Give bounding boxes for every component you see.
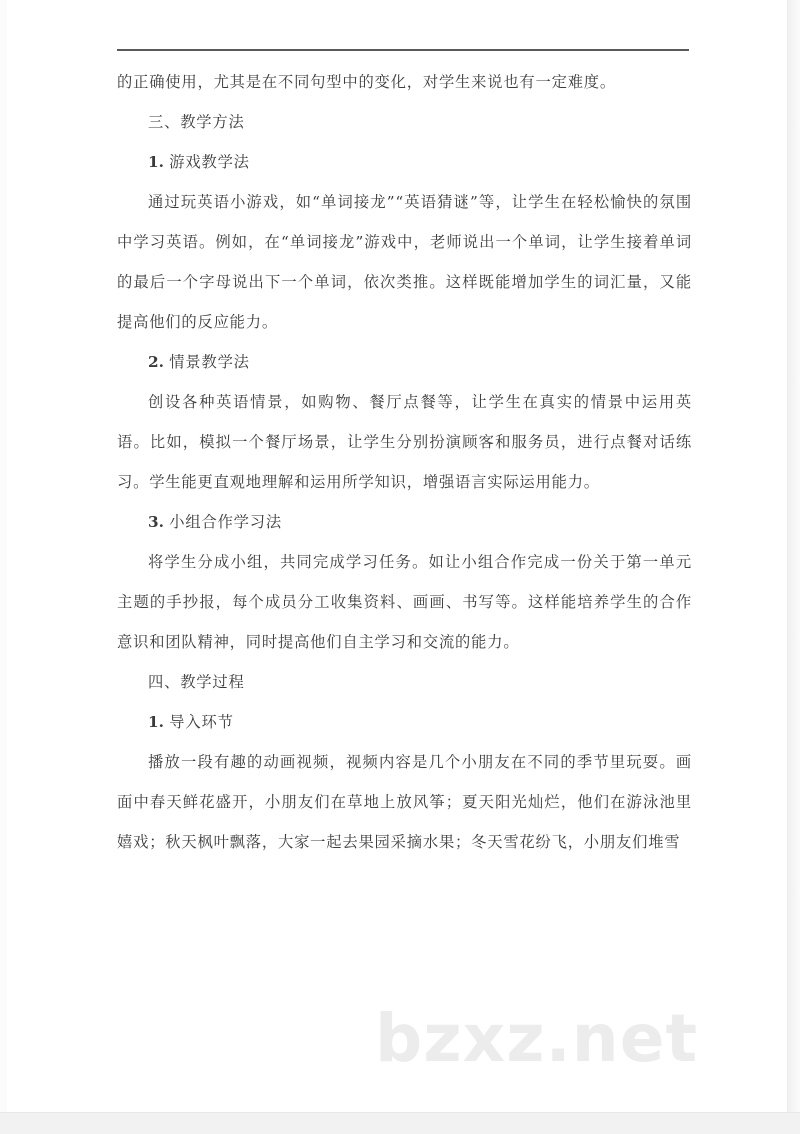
- watermark: bzxz.net: [375, 1000, 699, 1077]
- heading-method-two-number: 2.: [148, 353, 170, 371]
- header-rule: [117, 49, 689, 51]
- heading-method-one: [117, 142, 692, 182]
- paragraph-method-three: 将学生分成小组，共同完成学习任务。如让小组合作完成一份关于第一单元主题的手抄报，每个成员分工收集资料、画画、书写等。这样能培养学生的合作意识和团队精神，同时提高他们自主学习和交流的能力。: [117, 553, 692, 651]
- paragraph-method-two: 创设各种英语情景，如购物、餐厅点餐等，让学生在真实的情景中运用英语。比如，模拟一个餐厅场景，让学生分别扮演顾客和服务员，进行点餐对话练习。学生能更直观地理解和运用所学知识，增强语言实际运用能力。: [117, 393, 692, 491]
- heading-method-three-label: 小组合作学习法: [169, 513, 282, 531]
- heading-step-one-number: 1.: [148, 713, 170, 731]
- page-gutter-band: [0, 1112, 800, 1134]
- document-body: [117, 62, 692, 862]
- page-shadow-right: [788, 0, 800, 1116]
- heading-method-three-number: 3.: [148, 513, 170, 531]
- heading-method-two-label: 情景教学法: [169, 353, 250, 371]
- heading-method-three: [117, 502, 692, 542]
- page-gutter-edge: [0, 1112, 800, 1113]
- heading-method-two: [117, 342, 692, 382]
- paragraph-continuation: 的正确使用，尤其是在不同句型中的变化，对学生来说也有一定难度。: [117, 73, 617, 91]
- heading-section-four: 四、教学过程: [148, 673, 245, 691]
- paragraph-step-one: 播放一段有趣的动画视频，视频内容是几个小朋友在不同的季节里玩耍。画面中春天鲜花盛开，小朋友们在草地上放风筝；夏天阳光灿烂，他们在游泳池里嬉戏；秋天枫叶飘落，大家一起去果园采摘水果；冬天雪花纷飞，小朋友们堆雪: [117, 753, 692, 851]
- heading-method-one-number: 1.: [148, 153, 170, 171]
- document-page: [7, 0, 788, 1116]
- paragraph-method-one: 通过玩英语小游戏，如“单词接龙”“英语猜谜”等，让学生在轻松愉快的氛围中学习英语。例如，在“单词接龙”游戏中，老师说出一个单词，让学生接着单词的最后一个字母说出下一个单词，依次类推。这样既能增加学生的词汇量，又能提高他们的反应能力。: [117, 193, 692, 331]
- heading-section-three: 三、教学方法: [148, 113, 245, 131]
- heading-step-one: [117, 702, 692, 742]
- heading-step-one-label: 导入环节: [169, 713, 234, 731]
- heading-method-one-label: 游戏教学法: [169, 153, 250, 171]
